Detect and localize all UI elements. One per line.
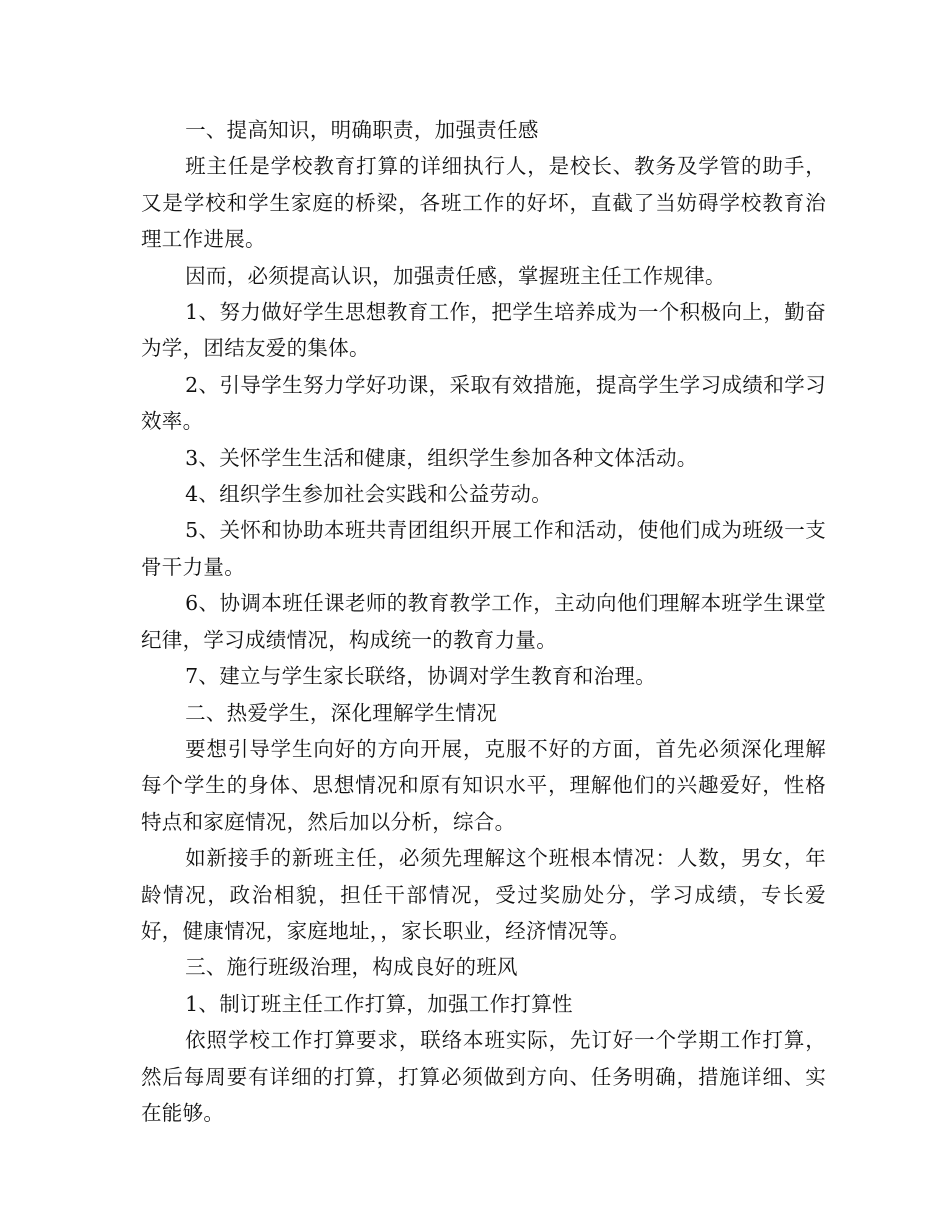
list-item: 3、关怀学生生活和健康，组织学生参加各种文体活动。 (185, 445, 698, 470)
paragraph: 班主任是学校教育打算的详细执行人，是校长、教务及学管的助手，又是学校和学生家庭的桥梁，各班工作的好坏，直截了当妨碍学校教育治理工作进展。 (141, 154, 826, 252)
list-item: 4、组织学生参加社会实践和公益劳动。 (185, 482, 553, 507)
heading-section-2: 二、热爱学生，深化理解学生情况 (185, 700, 498, 725)
list-item: 1、制订班主任工作打算，加强工作打算性 (185, 991, 573, 1016)
list-item: 1、努力做好学生思想教育工作，把学生培养成为一个积极向上，勤奋为学，团结友爱的集体。 (141, 300, 826, 361)
heading-section-3: 三、施行班级治理，构成良好的班风 (185, 955, 518, 980)
paragraph: 如新接手的新班主任，必须先理解这个班根本情况：人数，男女，年龄情况，政治相貌，担任干部情况，受过奖励处分，学习成绩，专长爱好，健康情况，家庭地址，，家长职业，经济情况等。 (141, 846, 826, 943)
paragraph: 要想引导学生向好的方向开展，克服不好的方面，首先必须深化理解每个学生的身体、思想情况和原有知识水平，理解他们的兴趣爱好，性格特点和家庭情况，然后加以分析，综合。 (141, 736, 826, 834)
list-item: 7、建立与学生家长联络，协调对学生教育和治理。 (185, 664, 657, 689)
list-item: 2、引导学生努力学好功课，采取有效措施，提高学生学习成绩和学习效率。 (141, 372, 826, 434)
heading-section-1: 一、提高知识，明确职责，加强责任感 (185, 118, 539, 142)
list-item: 5、关怀和协助本班共青团组织开展工作和活动，使他们成为班级一支骨干力量。 (141, 518, 826, 579)
paragraph: 因而，必须提高认识，加强责任感，掌握班主任工作规律。 (185, 263, 726, 288)
list-item: 6、协调本班任课老师的教育教学工作，主动向他们理解本班学生课堂纪律，学习成绩情况，构成统一的教育力量。 (141, 591, 826, 652)
document-body (141, 112, 826, 1131)
paragraph: 依照学校工作打算要求，联络本班实际，先订好一个学期工作打算，然后每周要有详细的打算，打算必须做到方向、任务明确，措施详细、实在能够。 (141, 1028, 826, 1125)
